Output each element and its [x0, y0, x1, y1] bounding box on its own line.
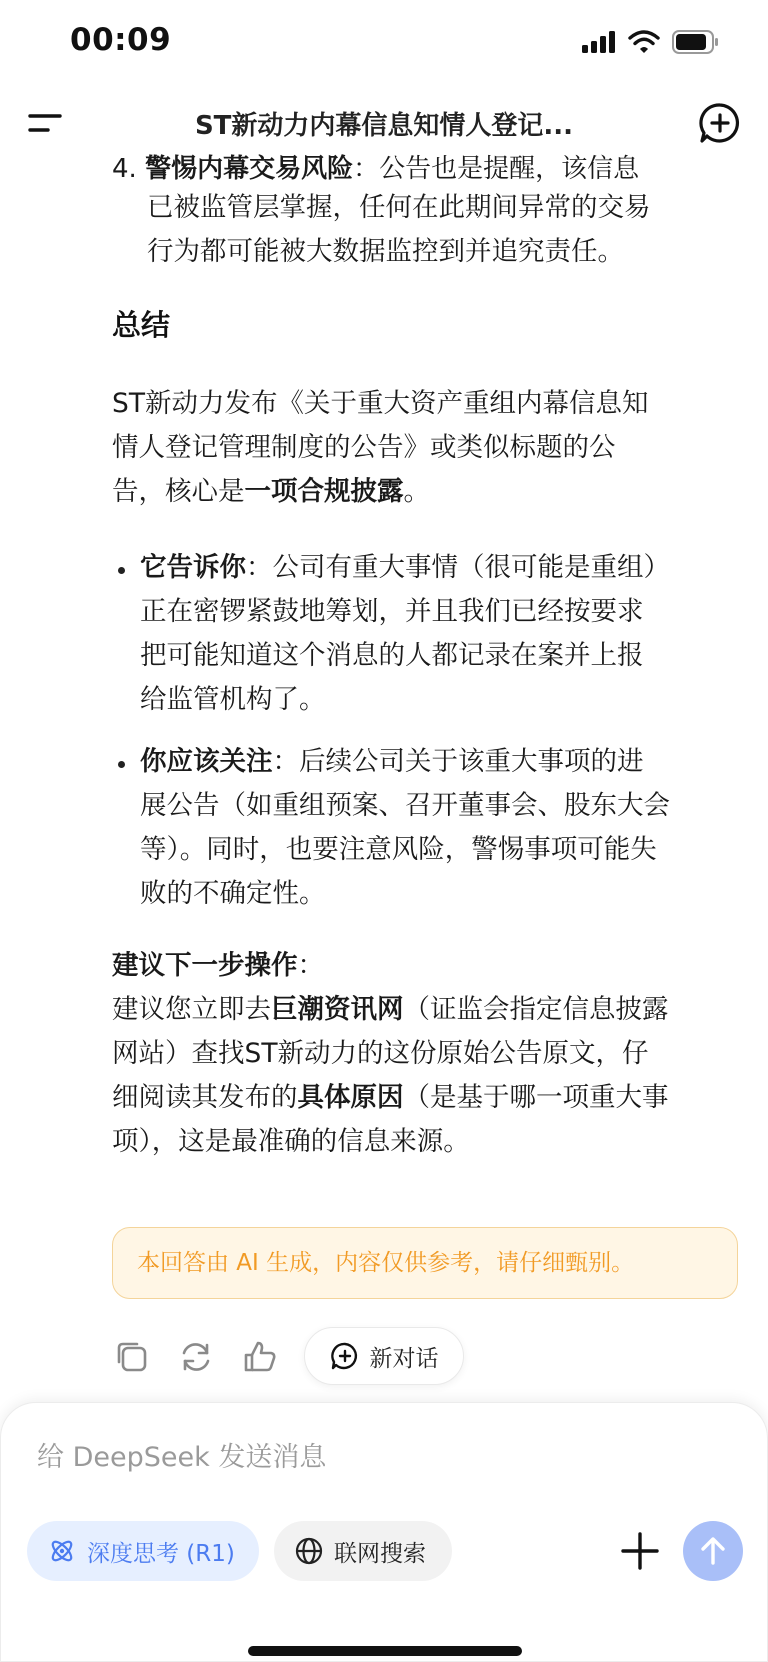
chat-title[interactable]: ST新动力内幕信息知情人登记...	[194, 111, 574, 141]
message-composer	[0, 1402, 768, 1662]
message-actions	[112, 1327, 612, 1387]
status-bar	[0, 0, 768, 90]
status-icons	[582, 30, 720, 54]
cellular-signal-icon	[582, 31, 616, 53]
next-step-line3: 细阅读其发布的具体原因（是基于哪一项重大事	[112, 1082, 669, 1113]
bullet1-line4: 给监管机构了。	[140, 684, 326, 715]
chat-header	[0, 95, 768, 151]
deep-think-label: 深度思考 (R1)	[87, 1540, 235, 1567]
bullet1-line3: 把可能知道这个消息的人都记录在案并上报	[140, 640, 644, 671]
new-chat-label: 新对话	[369, 1345, 439, 1372]
add-chat-icon	[330, 1341, 360, 1371]
attach-button[interactable]	[617, 1528, 663, 1574]
bullet2-line3: 等）。同时，也要注意风险，警惕事项可能失	[140, 834, 657, 865]
summary-line3: 告，核心是一项合规披露。	[112, 476, 430, 507]
message-input[interactable]: 给 DeepSeek 发送消息	[37, 1442, 327, 1473]
bullet-dot	[118, 761, 125, 768]
web-search-label: 联网搜索	[334, 1540, 426, 1567]
bullet2-line4: 败的不确定性。	[140, 878, 326, 909]
like-button[interactable]	[240, 1337, 280, 1377]
bullet-dot	[118, 567, 125, 574]
thumbs-up-icon	[240, 1337, 280, 1377]
bullet2-line2: 展公告（如重组预案、召开董事会、股东大会	[140, 790, 670, 821]
list-item-4-line2: 已被监管层掌握，任何在此期间异常的交易	[147, 192, 651, 223]
deep-think-toggle[interactable]	[27, 1521, 259, 1581]
ai-disclaimer-notice: 本回答由 AI 生成，内容仅供参考，请仔细甄别。	[112, 1227, 738, 1299]
bullet2-line1: 你应该关注：后续公司关于该重大事项的进	[140, 746, 644, 777]
bullet1-line1: 它告诉你：公司有重大事情（很可能是重组）	[140, 552, 670, 583]
status-time: 00:09	[70, 22, 172, 58]
plus-icon	[617, 1528, 663, 1574]
copy-button[interactable]	[112, 1337, 152, 1377]
next-step-heading: 建议下一步操作：	[112, 950, 324, 981]
next-step-line1: 建议您立即去巨潮资讯网（证监会指定信息披露	[112, 994, 669, 1025]
arrow-up-icon	[696, 1534, 730, 1568]
menu-icon	[26, 103, 66, 143]
list-item-4-line3: 行为都可能被大数据监控到并追究责任。	[147, 236, 624, 267]
next-step-line4: 项），这是最准确的信息来源。	[112, 1126, 470, 1157]
wifi-icon	[628, 30, 660, 54]
copy-icon	[112, 1337, 152, 1377]
menu-button[interactable]	[26, 103, 66, 143]
regenerate-button[interactable]	[176, 1337, 216, 1377]
refresh-icon	[176, 1337, 216, 1377]
home-indicator	[248, 1646, 522, 1656]
new-chat-pill-button[interactable]	[304, 1327, 464, 1385]
new-chat-button[interactable]	[698, 101, 742, 145]
globe-icon	[294, 1536, 324, 1566]
list-item-4-line1: 4. 警惕内幕交易风险：公告也是提醒，该信息	[112, 154, 640, 184]
send-button[interactable]	[683, 1521, 743, 1581]
summary-line2: 情人登记管理制度的公告》或类似标题的公	[112, 432, 616, 463]
atom-icon	[47, 1536, 77, 1566]
web-search-toggle[interactable]	[274, 1521, 452, 1581]
message-content	[0, 151, 768, 1401]
bullet1-line2: 正在密锣紧鼓地筹划，并且我们已经按要求	[140, 596, 644, 627]
add-chat-icon	[698, 101, 742, 145]
next-step-line2: 网站）查找ST新动力的这份原始公告原文，仔	[112, 1038, 649, 1069]
summary-heading: 总结	[112, 308, 171, 342]
battery-icon	[672, 30, 720, 54]
summary-line1: ST新动力发布《关于重大资产重组内幕信息知	[112, 388, 649, 419]
